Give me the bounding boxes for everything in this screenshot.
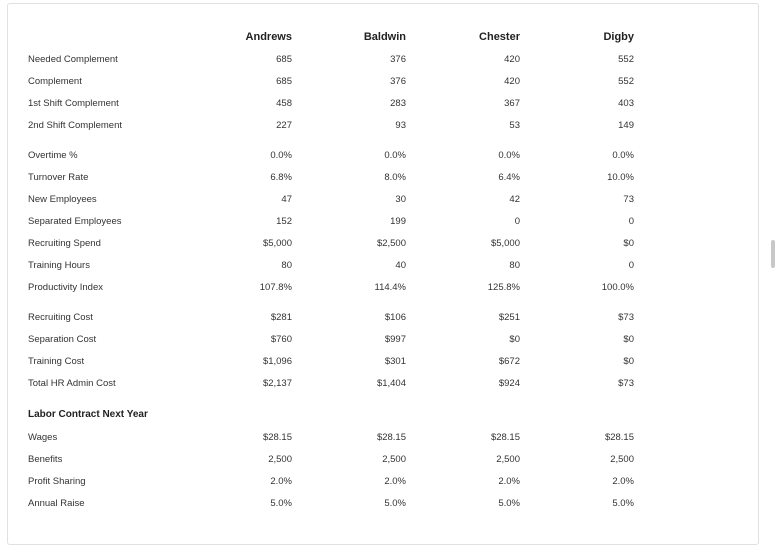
- table-row: [28, 372, 634, 394]
- row-label: Annual Raise: [28, 497, 85, 509]
- cell-andrews: $1,096: [262, 355, 292, 367]
- column-header-andrews: Andrews: [245, 31, 292, 43]
- cell-baldwin: 93: [395, 119, 406, 131]
- spacer-cell: [28, 394, 634, 402]
- cell-digby: 0.0%: [612, 149, 634, 161]
- cell-baldwin: 30: [395, 193, 406, 205]
- row-label: Training Cost: [28, 355, 85, 367]
- cell-baldwin: 199: [390, 215, 406, 227]
- cell-baldwin: 5.0%: [384, 497, 406, 509]
- row-label: Training Hours: [28, 259, 90, 271]
- cell-baldwin: 114.4%: [374, 281, 406, 293]
- cell-baldwin: $106: [384, 311, 406, 323]
- table-header-row: [28, 26, 634, 48]
- table-row: [28, 276, 634, 298]
- cell-chester: $251: [498, 311, 520, 323]
- cell-chester: 420: [504, 53, 520, 65]
- cell-digby: $0: [623, 355, 634, 367]
- cell-baldwin: $1,404: [376, 377, 406, 389]
- cell-chester: 125.8%: [487, 281, 520, 293]
- cell-baldwin: 376: [390, 75, 406, 87]
- scrollbar-handle[interactable]: [771, 240, 775, 268]
- cell-digby: $0: [623, 333, 634, 345]
- cell-digby: $28.15: [604, 431, 634, 443]
- table-row: [28, 210, 634, 232]
- row-label: Separation Cost: [28, 333, 97, 345]
- cell-digby: 0: [628, 215, 634, 227]
- cell-chester: 5.0%: [498, 497, 520, 509]
- cell-andrews: 685: [276, 75, 292, 87]
- table-row: [28, 492, 634, 514]
- cell-andrews: $28.15: [262, 431, 292, 443]
- cell-andrews: 227: [276, 119, 292, 131]
- cell-chester: $0: [509, 333, 520, 345]
- cell-baldwin: 8.0%: [384, 171, 406, 183]
- cell-baldwin: $997: [384, 333, 406, 345]
- cell-digby: $0: [623, 237, 634, 249]
- cell-andrews: 80: [281, 259, 292, 271]
- row-label: Productivity Index: [28, 281, 103, 293]
- row-label: Needed Complement: [28, 53, 118, 65]
- row-label: 2nd Shift Complement: [28, 119, 122, 131]
- section-title: Labor Contract Next Year: [28, 408, 148, 420]
- table-row: [28, 350, 634, 372]
- cell-chester: 2.0%: [498, 475, 520, 487]
- cell-chester: 2,500: [496, 453, 520, 465]
- cell-digby: 2.0%: [612, 475, 634, 487]
- row-label: Separated Employees: [28, 215, 122, 227]
- cell-andrews: 2,500: [268, 453, 292, 465]
- table-row: [28, 254, 634, 276]
- cell-andrews: 0.0%: [270, 149, 292, 161]
- spacer-cell: [28, 136, 634, 144]
- table-row: [28, 426, 634, 448]
- cell-baldwin: 376: [390, 53, 406, 65]
- row-label: Turnover Rate: [28, 171, 89, 183]
- row-label: Wages: [28, 431, 58, 443]
- cell-andrews: $760: [270, 333, 292, 345]
- cell-andrews: 2.0%: [270, 475, 292, 487]
- cell-andrews: 5.0%: [270, 497, 292, 509]
- cell-digby: 10.0%: [607, 171, 634, 183]
- cell-baldwin: 40: [395, 259, 406, 271]
- cell-chester: $924: [498, 377, 520, 389]
- table-row: [28, 328, 634, 350]
- cell-digby: 149: [618, 119, 634, 131]
- cell-baldwin: $2,500: [376, 237, 406, 249]
- table-row: [28, 92, 634, 114]
- row-label: Total HR Admin Cost: [28, 377, 116, 389]
- hr-report-card: [7, 3, 759, 545]
- cell-baldwin: $301: [384, 355, 406, 367]
- cell-digby: $73: [618, 377, 634, 389]
- table-row: [28, 188, 634, 210]
- column-header-digby: Digby: [603, 31, 634, 43]
- cell-chester: $672: [498, 355, 520, 367]
- cell-andrews: $2,137: [262, 377, 292, 389]
- cell-digby: 2,500: [610, 453, 634, 465]
- row-label: Overtime %: [28, 149, 78, 161]
- row-label: Recruiting Cost: [28, 311, 93, 323]
- table-row: [28, 144, 634, 166]
- cell-chester: 80: [509, 259, 520, 271]
- cell-digby: 552: [618, 53, 634, 65]
- spacer-cell: [28, 298, 634, 306]
- cell-chester: $5,000: [490, 237, 520, 249]
- table-row: [28, 48, 634, 70]
- column-header-baldwin: Baldwin: [363, 31, 406, 43]
- cell-digby: 403: [618, 97, 634, 109]
- cell-chester: 53: [509, 119, 520, 131]
- cell-andrews: 47: [281, 193, 292, 205]
- cell-chester: $28.15: [490, 431, 520, 443]
- cell-baldwin: $28.15: [376, 431, 406, 443]
- cell-baldwin: 2.0%: [384, 475, 406, 487]
- cell-andrews: 107.8%: [259, 281, 292, 293]
- row-label: Complement: [28, 75, 82, 87]
- group-spacer: [28, 136, 634, 144]
- table-row: [28, 448, 634, 470]
- hr-summary-table: [28, 26, 634, 514]
- cell-baldwin: 0.0%: [384, 149, 406, 161]
- row-label: New Employees: [28, 193, 97, 205]
- cell-baldwin: 2,500: [382, 453, 406, 465]
- row-label: Benefits: [28, 453, 63, 465]
- cell-andrews: $281: [270, 311, 292, 323]
- cell-chester: 367: [504, 97, 520, 109]
- table-row: [28, 470, 634, 492]
- cell-chester: 420: [504, 75, 520, 87]
- cell-digby: 5.0%: [612, 497, 634, 509]
- cell-digby: 100.0%: [601, 281, 634, 293]
- cell-andrews: 458: [276, 97, 292, 109]
- row-label: Recruiting Spend: [28, 237, 101, 249]
- cell-digby: 0: [628, 259, 634, 271]
- cell-andrews: 6.8%: [270, 171, 292, 183]
- cell-andrews: 685: [276, 53, 292, 65]
- group-spacer: [28, 298, 634, 306]
- row-label-header: [28, 26, 178, 48]
- table-row: [28, 306, 634, 328]
- cell-andrews: 152: [276, 215, 292, 227]
- table-row: [28, 232, 634, 254]
- cell-baldwin: 283: [390, 97, 406, 109]
- cell-digby: 552: [618, 75, 634, 87]
- cell-chester: 0.0%: [498, 149, 520, 161]
- row-label: Profit Sharing: [28, 475, 86, 487]
- cell-chester: 0: [514, 215, 520, 227]
- table-body: [28, 48, 634, 514]
- group-spacer: [28, 394, 634, 402]
- table-row: [28, 166, 634, 188]
- cell-andrews: $5,000: [262, 237, 292, 249]
- cell-digby: $73: [618, 311, 634, 323]
- cell-chester: 42: [509, 193, 520, 205]
- cell-chester: 6.4%: [498, 171, 520, 183]
- table-row: [28, 114, 634, 136]
- row-label: 1st Shift Complement: [28, 97, 119, 109]
- column-header-chester: Chester: [479, 31, 520, 43]
- section-header-row: [28, 402, 634, 426]
- cell-digby: 73: [623, 193, 634, 205]
- table-row: [28, 70, 634, 92]
